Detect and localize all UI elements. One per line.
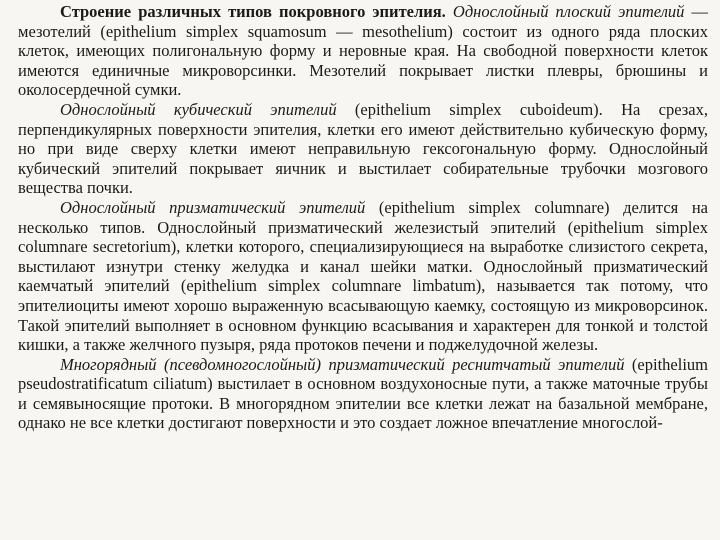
paragraph-mesothelium xyxy=(18,2,708,100)
term-pseudostratified: Многорядный (псевдомногослойный) призматический реснитчатый эпителий xyxy=(60,354,625,374)
text-run: (epithelium simplex columnare) делится на несколько типов. Однослойный призматический железистый эпителий (epithelium simplex columnare secretorium), клетки которого, специализирующиеся на выработке слизистого секрета, выстилают изнутри стенку желудка и канал шейки матки. Однослойный призматический каемчатый эпителий (epithelium simplex columnare limbatum), называется так потому, что эпителиоциты имеют хорошо выраженную всасывающую каемку, состоящую из микроворсинок. Такой эпителий выполняет в основном функцию всасывания и характерен для тонкой и толстой кишки, а также желчного пузыря, ряда протоков печени и поджелудочной железы. xyxy=(18,197,708,355)
document-page xyxy=(18,2,708,433)
paragraph-columnar xyxy=(18,198,708,355)
text-run: — мезотелий (epithelium simplex squamosum — mesothelium) состоит из одного ряда плоских клеток, имеющих полигональную форму и неровные края. На свободной поверхности клеток имеются единичные микроворсинки. Мезотелий покрывает листки плевры, брюшины и околосердечной сумки. xyxy=(18,2,709,100)
text-run xyxy=(446,2,453,21)
term-simple-squamous: Однослойный плоский эпителий xyxy=(452,2,685,21)
paragraph-pseudostratified xyxy=(18,355,708,433)
text-run: (epithelium simplex cuboideum). На срезах, перпендикулярных поверхности эпителия, клетки его имеют действительно кубическую форму, но при виде сверху клетки имеют неправильную гексогональную форму. Однослойный кубический эпителий покрывает яичник и выстилает собирательные трубочки мозгового вещества почки. xyxy=(18,99,708,198)
section-heading: Строение различных типов покровного эпителия. xyxy=(60,2,446,21)
text-run: (epithelium pseudostratificatum ciliatum) выстилает в основном воздухоносные пути, а также маточные трубы и семявыносящие протоки. В многорядном эпителии все клетки лежат на базальной мембране, однако не все клетки достигают поверхности и это создает ложное впечатление многослой- xyxy=(18,354,708,433)
paragraph-cuboidal xyxy=(18,100,708,198)
term-simple-cuboidal: Однослойный кубический эпителий xyxy=(60,99,337,119)
term-simple-columnar: Однослойный призматический эпителий xyxy=(60,197,366,217)
